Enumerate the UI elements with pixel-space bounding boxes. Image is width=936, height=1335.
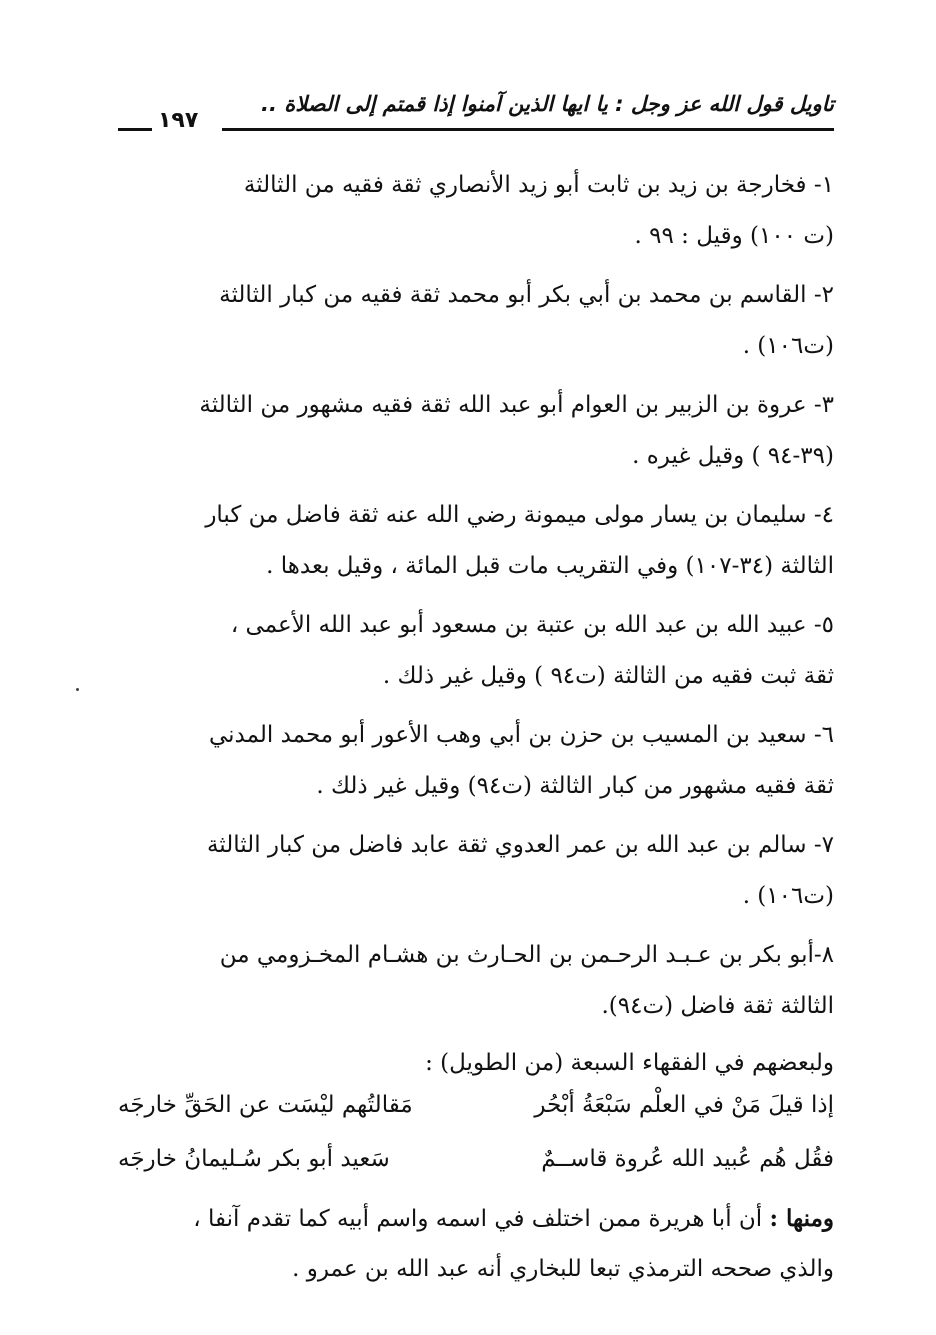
page-body — [118, 160, 834, 1294]
verse-second-hemistich: سَعيد أبو بكر سُـليمانُ خارجَه — [118, 1146, 390, 1172]
entry-line: ٤- سليمان بن يسار مولى ميمونة رضي الله عنه ثقة فاضل من كبار — [205, 502, 834, 528]
scan-speck — [76, 688, 79, 691]
verse-first-hemistich: إذا قيلَ مَنْ في العلْم سَبْعَةُ أبْحُر — [534, 1092, 834, 1118]
poem-intro: ولبعضهم في الفقهاء السبعة (من الطويل) : — [425, 1050, 834, 1076]
entry-line: الثالثة (٣٤-١٠٧) وفي التقريب مات قبل المائة ، وقيل بعدها . — [266, 553, 834, 579]
biography-entry-6 — [118, 710, 834, 812]
entry-line: ٨-أبو بكر بن عـبـد الرحـمن بن الحـارث بن هشـام المخـزومي من — [219, 942, 834, 968]
entry-line: ١- فخارجة بن زيد بن ثابت أبو زيد الأنصاري ثقة فقيه من الثالثة — [243, 172, 834, 198]
verse-second-hemistich: مَقالتُهم ليْسَت عن الحَقِّ خارجَه — [118, 1092, 413, 1118]
entry-line: (٣٩-٩٤ ) وقيل غيره . — [632, 443, 834, 469]
page-header — [118, 92, 834, 134]
entry-line: الثالثة ثقة فاضل (ت٩٤). — [601, 993, 834, 1019]
closing-line-1 — [118, 1194, 834, 1244]
entry-line: ثقة ثبت فقيه من الثالثة (ت٩٤ ) وقيل غير ذلك . — [382, 663, 834, 689]
biography-entry-5 — [118, 600, 834, 702]
entry-line: ٣- عروة بن الزبير بن العوام أبو عبد الله ثقة فقيه مشهور من الثالثة — [199, 392, 834, 418]
entry-line: (ت ١٠٠) وقيل : ٩٩ . — [634, 223, 834, 249]
biography-entry-1 — [118, 160, 834, 262]
biography-entry-8 — [118, 930, 834, 1032]
poem-verse-2 — [118, 1140, 834, 1194]
entry-line: ثقة فقيه مشهور من كبار الثالثة (ت٩٤) وقيل غير ذلك . — [316, 773, 834, 799]
biography-entry-3 — [118, 380, 834, 482]
closing-line-1-text: أن أبا هريرة ممن اختلف في اسمه واسم أبيه كما تقدم آنفا ، — [193, 1206, 770, 1232]
running-title: تاويل قول الله عز وجل : يا ايها الذين آمنوا إذا قمتم إلى الصلاة .. — [261, 92, 834, 116]
poem-verse-1 — [118, 1086, 834, 1140]
entry-line: ٦- سعيد بن المسيب بن حزن بن أبي وهب الأعور أبو محمد المدني — [208, 722, 834, 748]
header-rule-short — [118, 128, 152, 131]
entry-line: (ت١٠٦) . — [742, 883, 834, 909]
biography-entry-2 — [118, 270, 834, 372]
page-number: ١٩٧ — [158, 108, 199, 133]
closing-paragraph — [118, 1194, 834, 1294]
biography-entry-7 — [118, 820, 834, 922]
entry-line: ٧- سالم بن عبد الله بن عمر العدوي ثقة عابد فاضل من كبار الثالثة — [206, 832, 834, 858]
verse-first-hemistich: فقُل هُم عُبيد الله عُروة قاســمٌ — [541, 1146, 834, 1172]
entry-line: ٢- القاسم بن محمد بن أبي بكر أبو محمد ثقة فقيه من كبار الثالثة — [219, 282, 834, 308]
closing-line-2: والذي صححه الترمذي تبعا للبخاري أنه عبد الله بن عمرو . — [292, 1256, 834, 1282]
entry-line: ٥- عبيد الله بن عبد الله بن عتبة بن مسعود أبو عبد الله الأعمى ، — [230, 612, 834, 638]
closing-lead: ومنها : — [769, 1205, 834, 1232]
entry-line: (ت١٠٦) . — [742, 333, 834, 359]
header-rule-long — [222, 128, 834, 131]
biography-entry-4 — [118, 490, 834, 592]
